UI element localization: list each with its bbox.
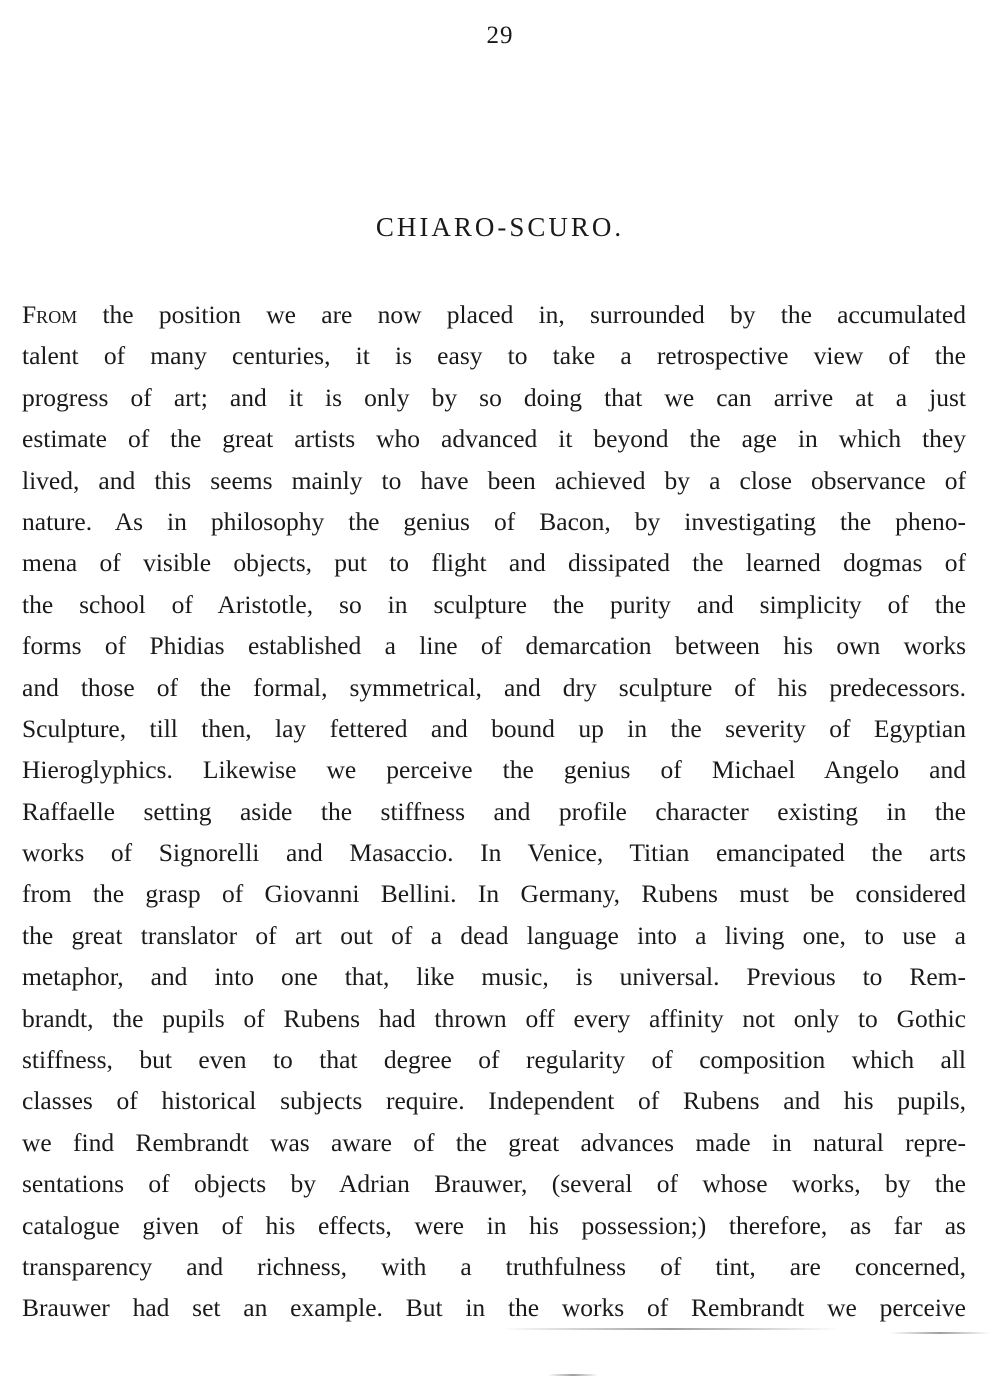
text-line: stiffness, but even to that degree of regularity of composition which all — [22, 1045, 966, 1075]
body-text — [22, 294, 966, 1329]
text-line: classes of historical subjects require. Independent of Rubens and his pupils, — [22, 1086, 966, 1116]
text-line: sentations of objects by Adrian Brauwer, (several of whose works, by the — [22, 1169, 966, 1199]
text-line: and those of the formal, symmetrical, and dry sculpture of his predecessors. — [22, 672, 966, 702]
text-line: forms of Phidias established a line of demarcation between his own works — [22, 631, 966, 661]
text-line: estimate of the great artists who advanced it beyond the age in which they — [22, 424, 966, 454]
scan-smudge — [548, 1374, 598, 1376]
text-line — [22, 294, 966, 335]
text-line: mena of visible objects, put to flight and dissipated the learned dogmas of — [22, 548, 966, 578]
text-line: Hieroglyphics. Likewise we perceive the genius of Michael Angelo and — [22, 755, 966, 785]
text-line: works of Signorelli and Masaccio. In Venice, Titian emancipated the arts — [22, 838, 966, 868]
text-line: brandt, the pupils of Rubens had thrown off every affinity not only to Gothic — [22, 1003, 966, 1033]
text-line: metaphor, and into one that, like music, is universal. Previous to Rem- — [22, 962, 966, 992]
text-line: the great translator of art out of a dead language into a living one, to use a — [22, 920, 966, 950]
scan-smudge — [500, 1328, 840, 1330]
page-number: 29 — [486, 22, 514, 49]
text-line: from the grasp of Giovanni Bellini. In Germany, Rubens must be considered — [22, 879, 966, 909]
text-line: lived, and this seems mainly to have been achieved by a close observance of — [22, 465, 966, 495]
text-line: nature. As in philosophy the genius of Bacon, by investigating the pheno- — [22, 506, 966, 536]
chapter-heading: CHIARO-SCURO. — [375, 212, 625, 242]
text-line-rest: the position we are now placed in, surrounded by the accumulated — [77, 300, 966, 329]
text-line: catalogue given of his effects, were in his possession;) therefore, as far as — [22, 1210, 966, 1240]
text-line: the school of Aristotle, so in sculpture the purity and simplicity of the — [22, 589, 966, 619]
scan-smudge — [890, 1332, 990, 1334]
text-line: progress of art; and it is only by so doing that we can arrive at a just — [22, 382, 966, 412]
drop-word: From — [22, 300, 78, 329]
text-line: we find Rembrandt was aware of the great advances made in natural repre- — [22, 1127, 966, 1157]
text-line: talent of many centuries, it is easy to take a retrospective view of the — [22, 341, 966, 371]
text-line: Sculpture, till then, lay fettered and bound up in the severity of Egyptian — [22, 713, 966, 743]
text-line: Raffaelle setting aside the stiffness and profile character existing in the — [22, 796, 966, 826]
text-line: transparency and richness, with a truthfulness of tint, are concerned, — [22, 1251, 966, 1281]
text-line: Brauwer had set an example. But in the works of Rembrandt we perceive — [22, 1293, 966, 1323]
